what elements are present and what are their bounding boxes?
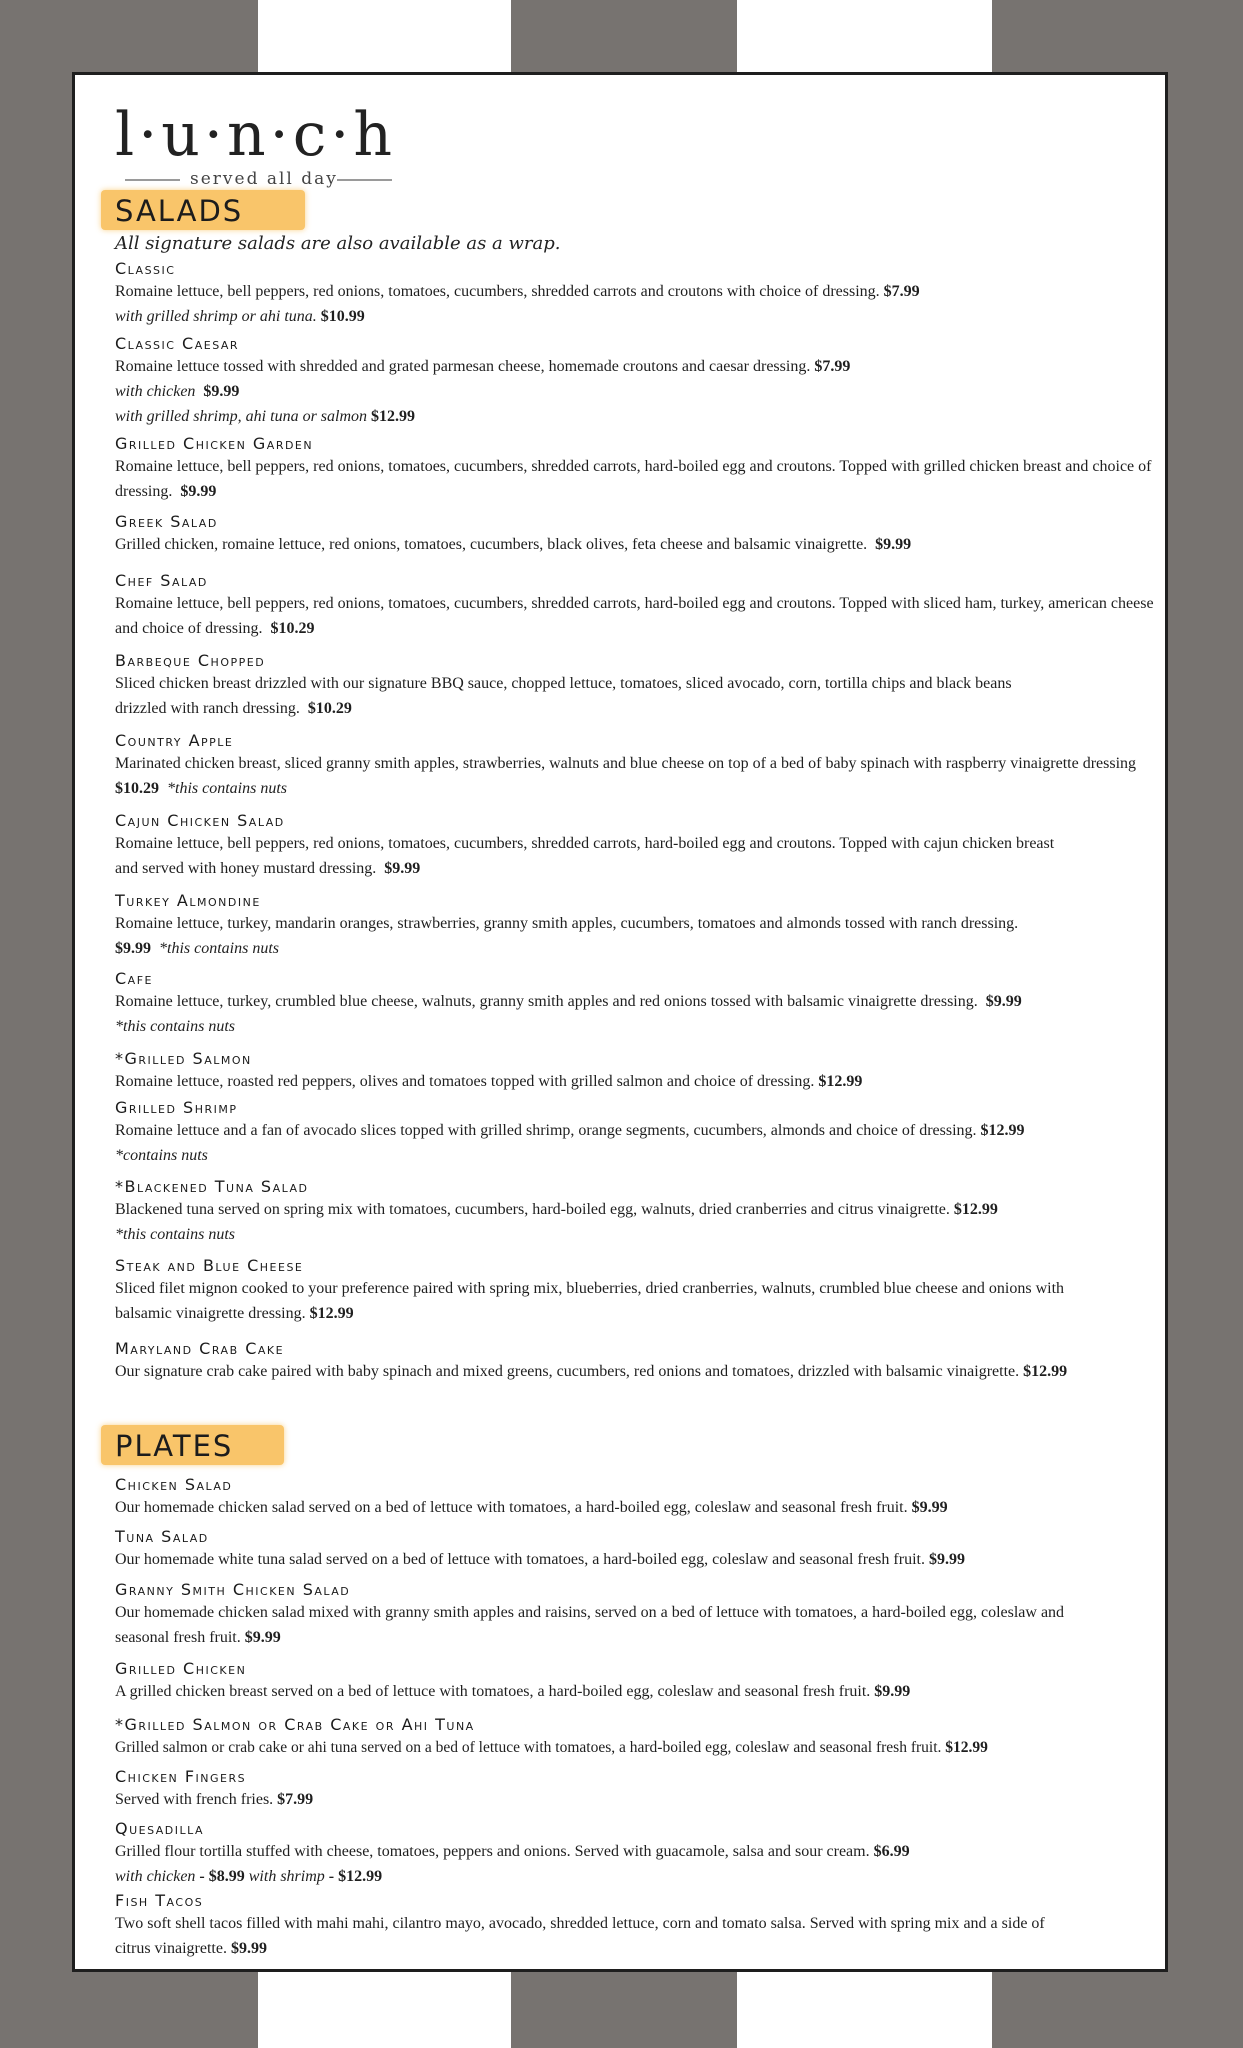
item-price: $12.99 (309, 1305, 354, 1322)
item-extra: with grilled shrimp or ahi tuna. $10.99 (115, 308, 365, 325)
menu-item-cafe (115, 969, 1155, 1039)
menu-item-classic-caesar (115, 334, 1155, 429)
nut-note: *this contains nuts (159, 940, 280, 957)
item-price: $6.99 (873, 1843, 910, 1860)
item-price: $12.99 (945, 1739, 988, 1756)
item-desc: Grilled flour tortilla stuffed with cheese, tomatoes, peppers and onions. Served with guacamole, salsa and sour cream. $6.99 (115, 1843, 910, 1860)
item-desc: Our homemade chicken salad served on a bed of lettuce with tomatoes, a hard-boiled egg, coleslaw and seasonal fresh fruit. $9.99 (115, 1499, 948, 1516)
menu-item-grilled-salmon-crab-ahi (115, 1715, 1155, 1760)
item-price: $7.99 (277, 1791, 314, 1808)
item-price: $10.29 (307, 700, 352, 717)
item-name: Cajun Chicken Salad (115, 811, 285, 830)
item-price: $12.99 (953, 1201, 998, 1218)
menu-item-classic (115, 259, 1155, 329)
item-desc: A grilled chicken breast served on a bed of lettuce with tomatoes, a hard-boiled egg, coleslaw and seasonal fresh fruit. $9.99 (115, 1683, 911, 1700)
item-price: $7.99 (814, 358, 851, 375)
item-name: Grilled Chicken Garden (115, 434, 314, 453)
item-desc: Romaine lettuce and a fan of avocado slices topped with grilled shrimp, orange segments, cucumbers, almonds and choice of dressing. $12.99 *contains nuts (115, 1122, 1025, 1164)
menu-item-chicken-salad (115, 1475, 1155, 1520)
menu-item-country-apple (115, 731, 1155, 801)
menu-item-grilled-salmon (115, 1049, 1155, 1094)
item-price: $9.99 (875, 536, 912, 553)
item-name: Turkey Almondine (115, 891, 261, 910)
item-desc: Romaine lettuce, turkey, mandarin oranges, strawberries, granny smith apples, cucumbers, tomatoes and almonds tossed with ranch dressing. $9.99 *this contains nuts (115, 915, 1019, 957)
menu-item-blackened-tuna-salad (115, 1177, 1155, 1247)
item-desc: Romaine lettuce, bell peppers, red onions, tomatoes, cucumbers, shredded carrots, hard-boiled egg and croutons. Topped with cajun chicken breast and served with honey mustard dressing. $9.99 (115, 835, 1055, 877)
item-price: $10.29 (270, 620, 315, 637)
lunch-logo (115, 100, 397, 189)
item-name: Quesadilla (115, 1819, 205, 1838)
menu-item-grilled-chicken-garden (115, 434, 1155, 504)
item-extra (115, 1222, 1155, 1247)
item-price: $7.99 (883, 283, 920, 300)
item-desc: Marinated chicken breast, sliced granny smith apples, strawberries, walnuts and blue cheese on top of a bed of baby spinach with raspberry vinaigrette dressing $10.29 *this contains nuts (115, 755, 1137, 797)
item-desc: Our homemade white tuna salad served on a bed of lettuce with tomatoes, a hard-boiled egg, coleslaw and seasonal fresh fruit. $9.99 (115, 1551, 965, 1568)
item-price: $9.99 (384, 860, 421, 877)
item-price: $9.99 (244, 1629, 281, 1646)
item-desc: Served with french fries. $7.99 (115, 1791, 314, 1808)
nut-note: *this contains nuts (115, 1018, 236, 1035)
salads-heading (101, 190, 305, 230)
menu-item-grilled-shrimp (115, 1098, 1155, 1168)
item-price: $9.99 (115, 940, 151, 957)
menu-item-chicken-fingers (115, 1767, 1155, 1812)
item-desc: Grilled salmon or crab cake or ahi tuna served on a bed of lettuce with tomatoes, a hard-boiled egg, coleslaw and seasonal fresh fruit. $12.99 (115, 1739, 988, 1756)
item-name: Chicken Salad (115, 1475, 233, 1494)
item-name: Chef Salad (115, 571, 208, 590)
item-price: $10.29 (115, 780, 159, 797)
menu-panel (72, 72, 1168, 1972)
item-price: $12.99 (1023, 1363, 1068, 1380)
item-name: Maryland Crab Cake (115, 1339, 285, 1358)
item-extra: with chicken $9.99 (115, 383, 240, 400)
menu-item-cajun-chicken-salad (115, 811, 1155, 881)
item-desc: Romaine lettuce, bell peppers, red onions, tomatoes, cucumbers, shredded carrots, hard-boiled egg and croutons. Topped with sliced ham, turkey, american cheese and choice of dressing. $10.29 (115, 595, 1154, 637)
item-price: $9.99 (230, 1940, 267, 1957)
menu-item-barbeque-chopped (115, 651, 1155, 721)
item-desc: Sliced filet mignon cooked to your preference paired with spring mix, blueberries, dried cranberries, walnuts, crumbled blue cheese and onions with balsamic vinaigrette dressing. $12.99 (115, 1280, 1065, 1322)
tagline-text: served all day (190, 169, 338, 189)
logo-tagline (125, 169, 395, 189)
item-name: Grilled Chicken (115, 1659, 247, 1678)
item-name: Tuna Salad (115, 1527, 209, 1546)
menu-item-steak-and-blue-cheese (115, 1256, 1155, 1326)
item-name: Country Apple (115, 731, 234, 750)
item-name: Grilled Shrimp (115, 1098, 238, 1117)
item-price: $12.99 (818, 1073, 863, 1090)
item-name: Classic Caesar (115, 334, 240, 353)
logo-word: l·u·n·c·h (115, 100, 397, 170)
wrap-note: All signature salads are also available as a wrap. (115, 233, 561, 254)
menu-item-granny-smith-chicken-salad (115, 1580, 1155, 1650)
nut-note: *this contains nuts (115, 1226, 236, 1243)
item-name: Fish Tacos (115, 1891, 204, 1910)
item-name: Barbeque Chopped (115, 651, 266, 670)
item-desc: Two soft shell tacos filled with mahi mahi, cilantro mayo, avocado, shredded lettuce, corn and tomato salsa. Served with spring mix and a side of citrus vinaigrette. $9.99 (115, 1915, 1045, 1957)
plates-title: PLATES (115, 1429, 234, 1463)
item-price: $9.99 (928, 1551, 965, 1568)
item-price: $12.99 (980, 1122, 1025, 1139)
menu-item-tuna-salad (115, 1527, 1155, 1572)
item-name: *Grilled Salmon (115, 1049, 252, 1068)
item-name: Granny Smith Chicken Salad (115, 1580, 351, 1599)
item-extra: with chicken - $8.99 with shrimp - $12.99 (115, 1868, 383, 1885)
salads-title: SALADS (115, 194, 244, 228)
item-desc: Our signature crab cake paired with baby spinach and mixed greens, cucumbers, red onions and tomatoes, drizzled with balsamic vinaigrette. $12.99 (115, 1363, 1068, 1380)
plates-heading (101, 1425, 284, 1465)
menu-item-greek-salad (115, 512, 1155, 557)
item-name: Greek Salad (115, 512, 218, 531)
item-desc: Romaine lettuce, turkey, crumbled blue cheese, walnuts, granny smith apples and red onions tossed with balsamic vinaigrette dressing. $9.99 *this contains nuts (115, 993, 1022, 1035)
nut-note: *this contains nuts (167, 780, 288, 797)
item-desc: Blackened tuna served on spring mix with tomatoes, cucumbers, hard-boiled egg, walnuts, dried cranberries and citrus vinaigrette. $12.99 (115, 1201, 998, 1218)
menu-item-chef-salad (115, 571, 1155, 641)
menu-item-turkey-almondine (115, 891, 1155, 961)
item-name: *Grilled Salmon or Crab Cake or Ahi Tuna (115, 1715, 475, 1734)
item-desc: Romaine lettuce tossed with shredded and grated parmesan cheese, homemade croutons and caesar dressing. $7.99 (115, 358, 851, 375)
menu-item-maryland-crab-cake (115, 1339, 1155, 1384)
item-name: Chicken Fingers (115, 1767, 247, 1786)
item-desc: Grilled chicken, romaine lettuce, red onions, tomatoes, cucumbers, black olives, feta cheese and balsamic vinaigrette. $9.99 (115, 536, 912, 553)
item-price: $9.99 (180, 483, 217, 500)
item-desc: Romaine lettuce, bell peppers, red onions, tomatoes, cucumbers, shredded carrots and croutons with choice of dressing. $7.99 (115, 283, 920, 300)
item-name: Classic (115, 259, 176, 278)
item-extra: with grilled shrimp, ahi tuna or salmon $12.99 (115, 408, 416, 425)
menu-item-fish-tacos (115, 1891, 1155, 1961)
item-desc: Romaine lettuce, bell peppers, red onions, tomatoes, cucumbers, shredded carrots, hard-boiled egg and croutons. Topped with grilled chicken breast and choice of dressing. $9.99 (115, 458, 1152, 500)
item-desc: Sliced chicken breast drizzled with our signature BBQ sauce, chopped lettuce, tomatoes, sliced avocado, corn, tortilla chips and black beans drizzled with ranch dressing. $10.29 (115, 675, 1012, 717)
item-name: Steak and Blue Cheese (115, 1256, 304, 1275)
item-name: *Blackened Tuna Salad (115, 1177, 309, 1196)
menu-item-quesadilla (115, 1819, 1155, 1889)
item-price: $9.99 (874, 1683, 911, 1700)
item-desc: Our homemade chicken salad mixed with granny smith apples and raisins, served on a bed of lettuce with tomatoes, a hard-boiled egg, coleslaw and seasonal fresh fruit. $9.99 (115, 1604, 1065, 1646)
item-price: $9.99 (985, 993, 1022, 1010)
item-price: $9.99 (911, 1499, 948, 1516)
item-name: Cafe (115, 969, 153, 988)
item-desc: Romaine lettuce, roasted red peppers, olives and tomatoes topped with grilled salmon and choice of dressing. $12.99 (115, 1073, 863, 1090)
nut-note: *contains nuts (115, 1147, 208, 1164)
menu-item-grilled-chicken (115, 1659, 1155, 1704)
